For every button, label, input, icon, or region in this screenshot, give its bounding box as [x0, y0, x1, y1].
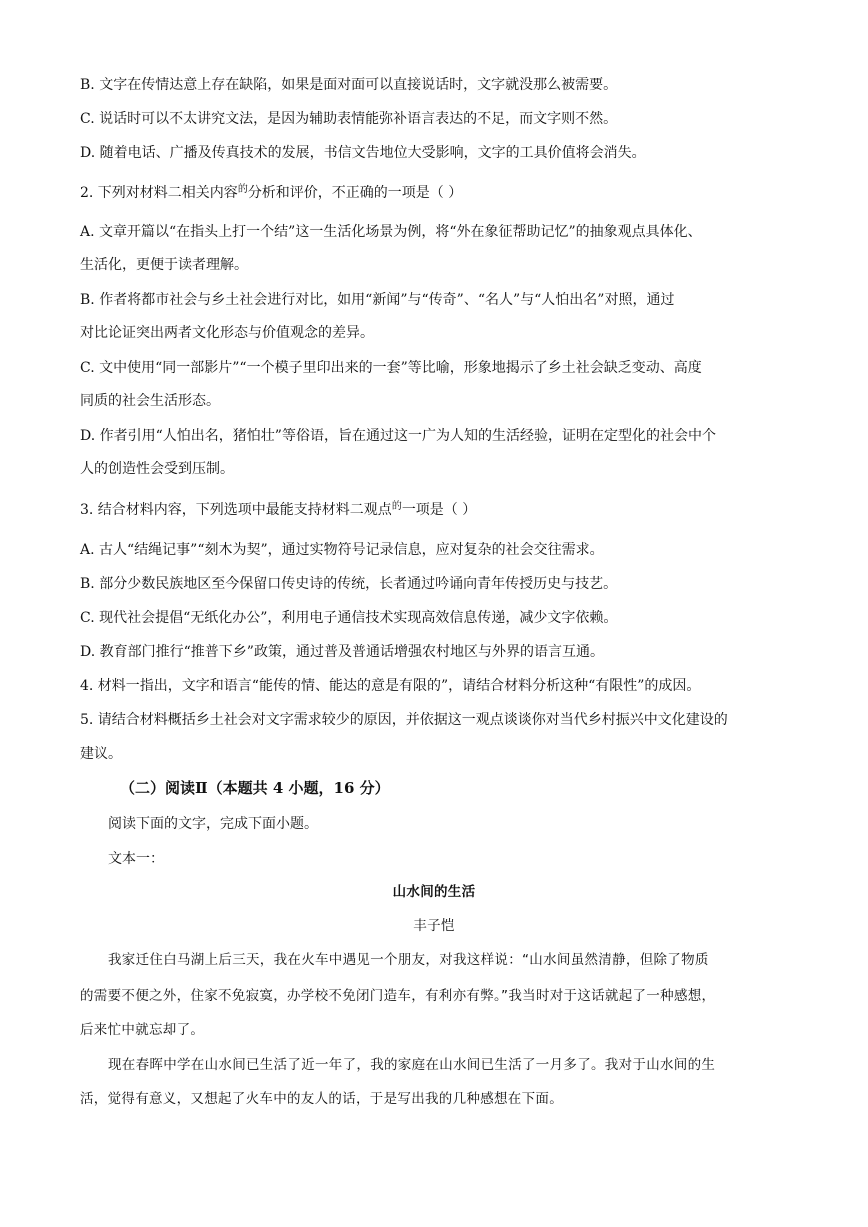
text-label: 文本一： [108, 851, 164, 867]
q2-option-d-line2: 人的创造性会受到压制。 [80, 461, 234, 477]
q3-stem-superscript: 的 [391, 501, 402, 512]
q3-option-a: A. 古人“结绳记事”“刻木为契”，通过实物符号记录信息，应对复杂的社会交往需求。 [80, 542, 604, 558]
q2-option-b-line2: 对比论证突出两者文化形态与价值观念的差异。 [80, 325, 374, 341]
q3-stem [80, 500, 476, 522]
q1-option-c: C. 说话时可以不太讲究文法，是因为辅助表情能弥补语言表达的不足，而文字则不然。 [80, 111, 618, 127]
question-4: 4. 材料一指出，文字和语言“能传的情、能达的意是有限的”，请结合材料分析这种“有限性”的成因。 [80, 678, 701, 694]
article-author: 丰子恺 [413, 918, 455, 934]
instruction: 阅读下面的文字，完成下面小题。 [108, 816, 318, 832]
q2-option-c-line1: C. 文中使用“同一部影片”“一个模子里印出来的一套”等比喻，形象地揭示了乡土社会缺乏变动、高度 [80, 360, 702, 376]
q2-stem-superscript: 的 [237, 184, 248, 195]
article-p1-line2: 的需要不便之外，住家不免寂寞，办学校不免闭门造车，有利亦有弊。”我当时对于这话就起了一种感想， [80, 988, 716, 1004]
q2-option-c-line2: 同质的社会生活形态。 [80, 393, 220, 409]
q2-option-d-line1: D. 作者引用“人怕出名，猪怕壮”等俗语，旨在通过这一广为人知的生活经验，证明在定型化的社会中个 [80, 428, 716, 444]
q2-option-b-line1: B. 作者将都市社会与乡土社会进行对比，如用“新闻”与“传奇”、“名人”与“人怕出名”对照，通过 [80, 292, 675, 308]
q1-option-b: B. 文字在传情达意上存在缺陷，如果是面对面可以直接说话时，文字就没那么被需要。 [80, 77, 618, 93]
article-title: 山水间的生活 [392, 884, 476, 900]
section-heading: （二）阅读Ⅱ（本题共 4 小题，16 分） [120, 779, 390, 797]
q2-stem-part-a: 2. 下列对材料二相关内容 [80, 185, 238, 201]
q3-stem-part-a: 3. 结合材料内容，下列选项中最能支持材料二观点 [80, 502, 392, 518]
q2-stem [80, 183, 462, 205]
q3-option-b: B. 部分少数民族地区至今保留口传史诗的传统，长者通过吟诵向青年传授历史与技艺。 [80, 576, 618, 592]
q3-option-c: C. 现代社会提倡“无纸化办公”，利用电子通信技术实现高效信息传递，减少文字依赖。 [80, 610, 618, 626]
q2-option-a-line2: 生活化，更便于读者理解。 [80, 257, 248, 273]
article-p2-line2: 活，觉得有意义，又想起了火车中的友人的话，于是写出我的几种感想在下面。 [80, 1091, 563, 1107]
question-5-line1: 5. 请结合材料概括乡土社会对文字需求较少的原因，并依据这一观点谈谈你对当代乡村振兴中文化建设的 [80, 712, 728, 728]
q3-option-d: D. 教育部门推行“推普下乡”政策，通过普及普通话增强农村地区与外界的语言互通。 [80, 644, 604, 660]
q3-stem-part-b: 一项是（ ） [401, 502, 477, 518]
question-5-line2: 建议。 [80, 746, 122, 762]
article-p2-line1: 现在春晖中学在山水间已生活了近一年了，我的家庭在山水间已生活了一月多了。我对于山水间的生 [108, 1057, 716, 1073]
article-p1-line1: 我家迁住白马湖上后三天，我在火车中遇见一个朋友，对我这样说：“山水间虽然清静，但除了物质 [108, 952, 709, 968]
q1-option-d: D. 随着电话、广播及传真技术的发展，书信文告地位大受影响，文字的工具价值将会消失。 [80, 145, 646, 161]
q2-option-a-line1: A. 文章开篇以“在指头上打一个结”这一生活化场景为例，将“外在象征帮助记忆”的抽象观点具体化、 [80, 224, 702, 240]
article-p1-line3: 后来忙中就忘却了。 [80, 1022, 205, 1038]
q2-stem-part-b: 分析和评价，不正确的一项是（ ） [247, 185, 463, 201]
